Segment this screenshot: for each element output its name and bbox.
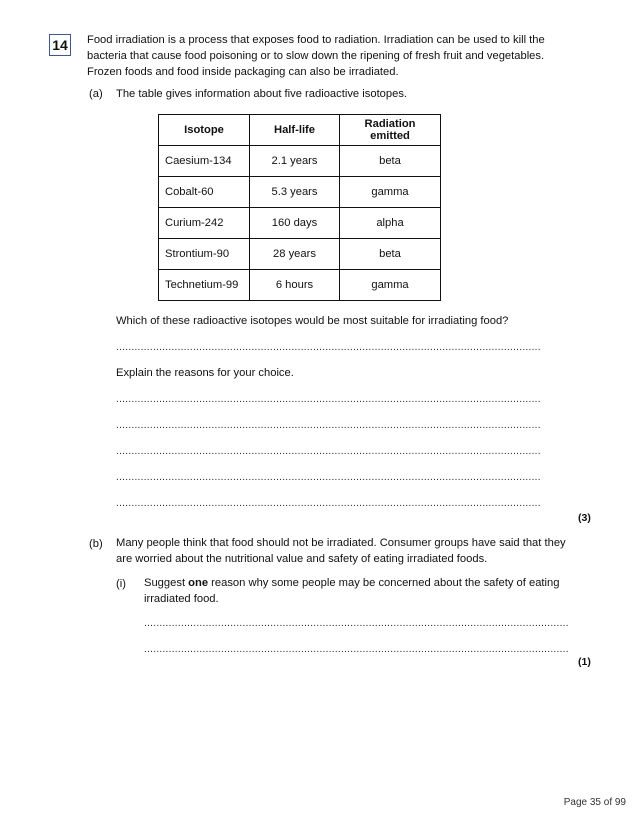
part-b-i-bold: one [188, 577, 209, 589]
answer-line[interactable]: .......................................................................................................................................... [116, 342, 541, 353]
isotope-table [158, 114, 441, 301]
part-a-text: The table gives information about five radioactive isotopes. [116, 88, 408, 100]
answer-line[interactable]: .......................................................................................................................................... [116, 394, 541, 405]
part-a-label: (a) [89, 88, 103, 100]
answer-line[interactable]: .......................................................................................................................................... [144, 644, 569, 655]
table-cell: Technetium-99 [159, 270, 250, 301]
table-cell: alpha [340, 208, 441, 239]
part-b-i-text-before: Suggest [144, 577, 189, 589]
part-b-line: Many people think that food should not be irradiated. Consumer groups have said that they [116, 537, 566, 549]
part-b-label: (b) [89, 538, 103, 550]
table-cell: Caesium-134 [159, 146, 250, 177]
part-b-i-line2: irradiated food. [144, 593, 219, 605]
table-row [159, 239, 441, 270]
part-a-question: Which of these radioactive isotopes would be most suitable for irradiating food? [116, 315, 509, 327]
part-a-explain: Explain the reasons for your choice. [116, 367, 294, 379]
answer-line[interactable]: .......................................................................................................................................... [116, 472, 541, 483]
table-cell: 6 hours [250, 270, 340, 301]
part-b-i-text [144, 575, 574, 607]
table-header: Half-life [250, 115, 340, 146]
table-cell: 2.1 years [250, 146, 340, 177]
table-cell: 5.3 years [250, 177, 340, 208]
intro-line: bacteria that cause food poisoning or to slow down the ripening of fresh fruit and vegetables. [87, 50, 545, 62]
table-row [159, 270, 441, 301]
answer-line[interactable]: .......................................................................................................................................... [144, 618, 569, 629]
part-b-line: are worried about the nutritional value and safety of eating irradiated foods. [116, 553, 488, 565]
table-cell: Strontium-90 [159, 239, 250, 270]
table-header: Radiation emitted [340, 115, 441, 146]
part-b-i-line [144, 575, 574, 591]
table-cell: beta [340, 239, 441, 270]
part-b-i-label: (i) [116, 578, 126, 590]
table-header-row [159, 115, 441, 146]
table-cell: Cobalt-60 [159, 177, 250, 208]
table-cell: gamma [340, 177, 441, 208]
table-header: Isotope [159, 115, 250, 146]
table-row [159, 208, 441, 239]
page-number: Page 35 of 99 [563, 797, 626, 808]
table-cell: 28 years [250, 239, 340, 270]
table-cell: 160 days [250, 208, 340, 239]
answer-line[interactable]: .......................................................................................................................................... [116, 498, 541, 509]
table-cell: gamma [340, 270, 441, 301]
marks-b-i: (1) [578, 656, 591, 668]
table-cell: beta [340, 146, 441, 177]
intro-line: Frozen foods and food inside packaging can also be irradiated. [87, 66, 399, 78]
intro-line: Food irradiation is a process that exposes food to radiation. Irradiation can be used to kill the [87, 34, 545, 46]
marks-a: (3) [578, 512, 591, 524]
table-row [159, 177, 441, 208]
table-row [159, 146, 441, 177]
table-cell: Curium-242 [159, 208, 250, 239]
part-b-text [116, 535, 576, 567]
answer-line[interactable]: .......................................................................................................................................... [116, 420, 541, 431]
question-number-box [49, 34, 71, 56]
part-b-i-text-after: reason why some people may be concerned about the safety of eating [208, 577, 560, 589]
question-intro [87, 32, 557, 80]
answer-line[interactable]: .......................................................................................................................................... [116, 446, 541, 457]
question-number: 14 [52, 37, 68, 53]
